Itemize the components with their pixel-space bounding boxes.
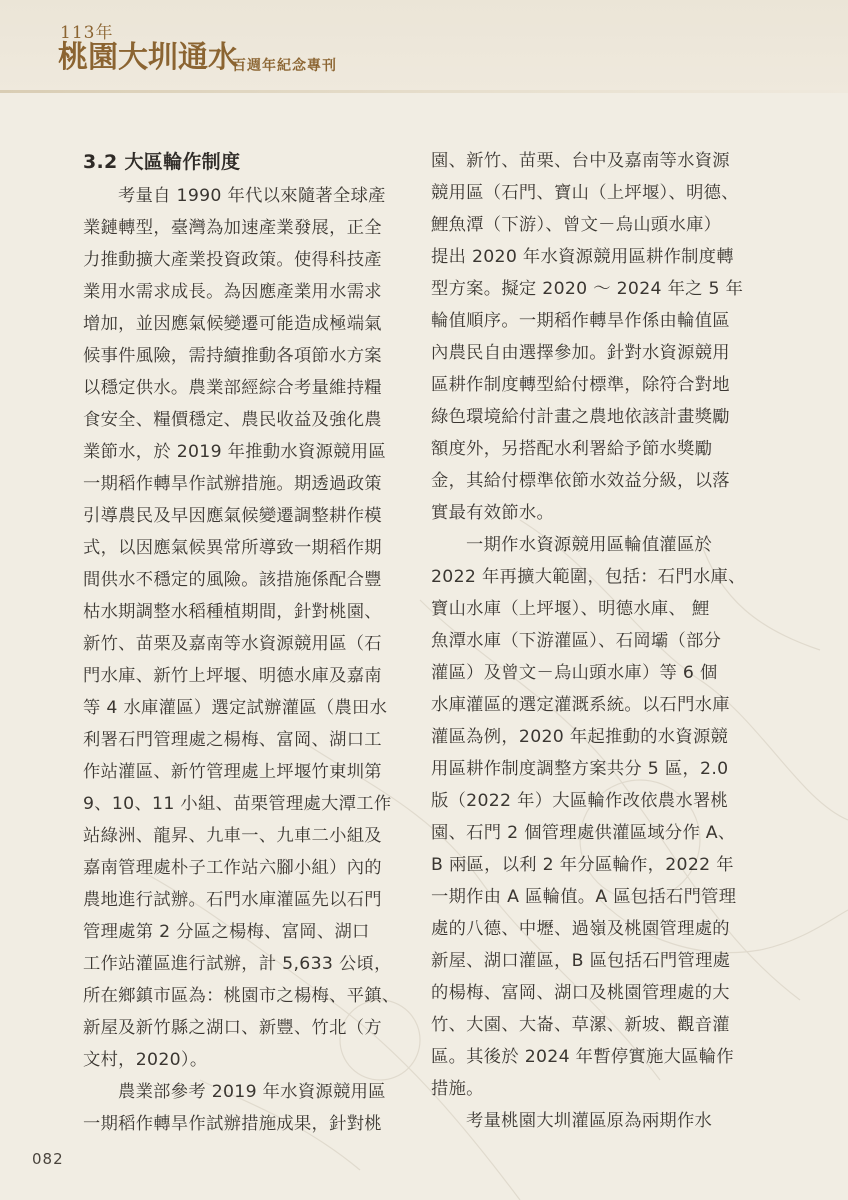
paragraph-line: 9、10、11 小組、苗栗管理處大潭工作 — [83, 794, 392, 814]
paragraph-line: 實最有效節水。 — [431, 503, 555, 523]
paragraph-line: 枯水期調整水稻種植期間，針對桃園、 — [83, 602, 382, 622]
paragraph-line: 候事件風險，需持續推動各項節水方案 — [83, 346, 382, 366]
paragraph-line: 文村，2020）。 — [83, 1050, 208, 1070]
paragraph-line: 處的八德、中壢、過嶺及桃園管理處的 — [431, 919, 730, 939]
paragraph-line: 業鏈轉型，臺灣為加速產業發展，正全 — [83, 218, 382, 238]
paragraph-line: 力推動擴大產業投資政策。使得科技產 — [83, 250, 382, 270]
paragraph-line: B 兩區，以利 2 年分區輪作，2022 年 — [431, 855, 734, 875]
paragraph-line: 園、新竹、苗栗、台中及嘉南等水資源 — [431, 151, 730, 171]
header-year: 113年 — [60, 23, 114, 43]
paragraph-line: 提出 2020 年水資源競用區耕作制度轉 — [431, 247, 734, 267]
paragraph-line: 考量桃園大圳灌區原為兩期作水 — [466, 1111, 713, 1131]
paragraph-line: 間供水不穩定的風險。該措施係配合豐 — [83, 570, 382, 590]
paragraph-line: 一期稻作轉旱作試辦措施。期透過政策 — [83, 474, 382, 494]
paragraph-line: 工作站灌區進行試辦，計 5,633 公頃， — [83, 954, 392, 974]
paragraph-line: 區耕作制度轉型給付標準，除符合對地 — [431, 375, 730, 395]
paragraph-line: 作站灌區、新竹管理處上坪堰竹東圳第 — [83, 762, 382, 782]
paragraph-line: 門水庫、新竹上坪堰、明德水庫及嘉南 — [83, 666, 382, 686]
paragraph-line: 站綠洲、龍昇、九車一、九車二小組及 — [83, 826, 382, 846]
paragraph-line: 食安全、糧價穩定、農民收益及強化農 — [83, 410, 382, 430]
paragraph-line: 版（2022 年）大區輪作改依農水署桃 — [431, 791, 729, 811]
publication-title: 桃園大圳通水 — [58, 40, 238, 75]
section-heading: 3.2 大區輪作制度 — [83, 151, 241, 173]
paragraph-line: 型方案。擬定 2020 ～ 2024 年之 5 年 — [431, 279, 744, 299]
paragraph-line: 業節水，於 2019 年推動水資源競用區 — [83, 442, 386, 462]
paragraph-line: 用區耕作制度調整方案共分 5 區，2.0 — [431, 759, 729, 779]
paragraph-line: 金，其給付標準依節水效益分級，以落 — [431, 471, 730, 491]
paragraph-line: 綠色環境給付計畫之農地依該計畫獎勵 — [431, 407, 730, 427]
paragraph-line: 的楊梅、富岡、湖口及桃園管理處的大 — [431, 983, 730, 1003]
paragraph-line: 競用區（石門、寶山（上坪堰）、明德、 — [431, 183, 739, 203]
paragraph-line: 管理處第 2 分區之楊梅、富岡、湖口 — [83, 922, 370, 942]
paragraph-line: 園、石門 2 個管理處供灌區域分作 A、 — [431, 823, 736, 843]
paragraph-line: 魚潭水庫（下游灌區）、石岡壩（部分 — [431, 631, 722, 651]
paragraph-line: 等 4 水庫灌區）選定試辦灌區（農田水 — [83, 698, 388, 718]
paragraph-line: 嘉南管理處朴子工作站六腳小組）內的 — [83, 858, 382, 878]
paragraph-line: 灌區為例，2020 年起推動的水資源競 — [431, 727, 729, 747]
paragraph-line: 區。其後於 2024 年暫停實施大區輪作 — [431, 1047, 734, 1067]
paragraph-line: 寶山水庫（上坪堰）、明德水庫、 鯉 — [431, 599, 710, 619]
paragraph-line: 式，以因應氣候異常所導致一期稻作期 — [83, 538, 382, 558]
paragraph-line: 水庫灌區的選定灌溉系統。以石門水庫 — [431, 695, 730, 715]
paragraph-line: 灌區）及曾文－烏山頭水庫）等 6 個 — [431, 663, 718, 683]
paragraph-line: 利署石門管理處之楊梅、富岡、湖口工 — [83, 730, 382, 750]
right-text-column — [431, 145, 761, 1137]
paragraph-line: 竹、大園、大崙、草漯、新坡、觀音灌 — [431, 1015, 730, 1035]
paragraph-line: 鯉魚潭（下游）、曾文－烏山頭水庫） — [431, 215, 722, 235]
paragraph-line: 農業部參考 2019 年水資源競用區 — [118, 1082, 386, 1102]
paragraph-line: 考量自 1990 年代以來隨著全球產 — [118, 186, 386, 206]
paragraph-line: 措施。 — [431, 1079, 484, 1099]
paragraph-line: 農地進行試辦。石門水庫灌區先以石門 — [83, 890, 382, 910]
paragraph-line: 一期作水資源競用區輪值灌區於 — [466, 535, 713, 555]
paragraph-line: 業用水需求成長。為因應產業用水需求 — [83, 282, 382, 302]
paragraph-line: 引導農民及早因應氣候變遷調整耕作模 — [83, 506, 382, 526]
page-number: 082 — [32, 1150, 64, 1168]
paragraph-line: 一期稻作轉旱作試辦措施成果，針對桃 — [83, 1114, 382, 1134]
paragraph-line: 新屋、湖口灌區，B 區包括石門管理處 — [431, 951, 731, 971]
paragraph-line: 2022 年再擴大範圍，包括：石門水庫、 — [431, 567, 746, 587]
left-text-column — [83, 145, 408, 1140]
publication-subtitle: 百週年紀念專刊 — [232, 58, 337, 74]
paragraph-line: 額度外，另搭配水利署給予節水獎勵 — [431, 439, 713, 459]
paragraph-line: 輪值順序。一期稻作轉旱作係由輪值區 — [431, 311, 730, 331]
paragraph-line: 一期作由 A 區輪值。A 區包括石門管理 — [431, 887, 737, 907]
paragraph-line: 所在鄉鎮市區為：桃園市之楊梅、平鎮、 — [83, 986, 400, 1006]
paragraph-line: 新屋及新竹縣之湖口、新豐、竹北（方 — [83, 1018, 382, 1038]
paragraph-line: 以穩定供水。農業部經綜合考量維持糧 — [83, 378, 382, 398]
paragraph-line: 內農民自由選擇參加。針對水資源競用 — [431, 343, 730, 363]
header-divider — [0, 90, 848, 93]
paragraph-line: 新竹、苗栗及嘉南等水資源競用區（石 — [83, 634, 382, 654]
paragraph-line: 增加，並因應氣候變遷可能造成極端氣 — [83, 314, 382, 334]
